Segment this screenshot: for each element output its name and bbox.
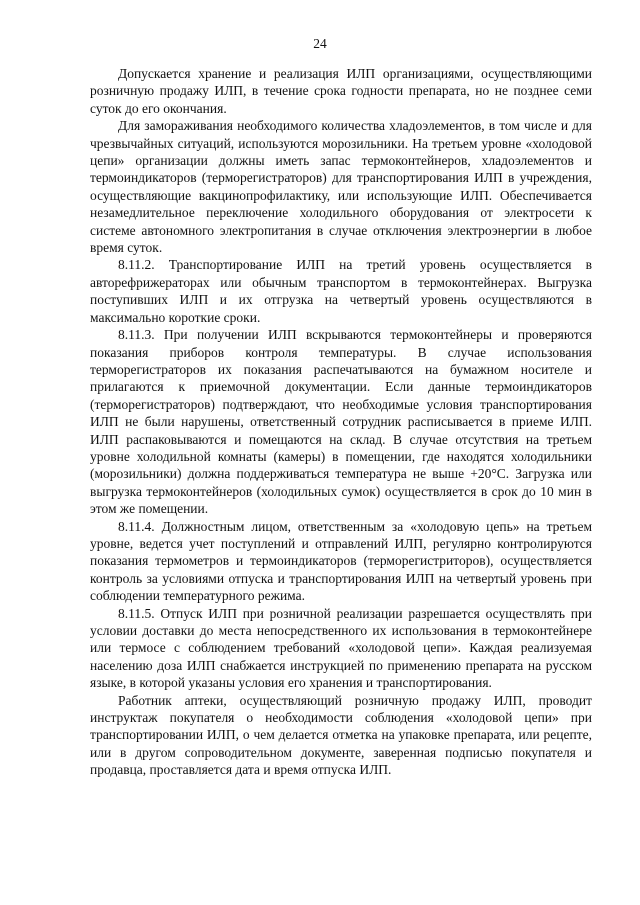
paragraph-8-11-2: 8.11.2. Транспортирование ИЛП на третий уровень осуществляется в авторефрижераторах или обычным транспортом в термоконтейнерах. Выгрузка поступивших ИЛП и их отгрузка на четвертый уровень осуществляются в максимально короткие сроки. — [90, 257, 592, 325]
paragraph-8-11-5: 8.11.5. Отпуск ИЛП при розничной реализации разрешается осуществлять при условии доставки до места непосредственного их использования в термоконтейнере или термосе с соблюдением требований «холодовой цепи». Каждая реализуемая населению доза ИЛП снабжается инструкцией по применению препарата на русском языке, в которой указаны условия его хранения и транспортирования. — [90, 605, 592, 691]
paragraph-pharmacy-worker: Работник аптеки, осуществляющий розничную продажу ИЛП, проводит инструктаж покупателя о необходимости соблюдения «холодовой цепи» при транспортировании ИЛП, о чем делается отметка на упаковке препарата, или рецепте, или в другом сопроводительном документе, заверенная подписью покупателя и продавца, проставляется дата и время отпуска ИЛП. — [90, 692, 592, 778]
paragraph-8-11-4: 8.11.4. Должностным лицом, ответственным за «холодовую цепь» на третьем уровне, ведется учет поступлений и отправлений ИЛП, регулярно контролируются показания термометров и термоиндикаторов (терморегистриторов), осуществляется контроль за условиями отпуска и транспортирования ИЛП на четвертый уровень при соблюдении температурного режима. — [90, 518, 592, 604]
page-number: 24 — [313, 36, 327, 51]
paragraph-8-11-3: 8.11.3. При получении ИЛП вскрываются термоконтейнеры и проверяются показания приборов контроля температуры. В случае использования терморегистраторов их показания распечатываются на бумажном носителе и прилагаются к приемочной документации. Если данные термоиндикаторов (терморегистраторов) подтверждают, что необходимые условия транспортирования ИЛП не были нарушены, ответственный сотрудник расписывается в приеме ИЛП. ИЛП распаковываются и помещаются на склад. В случае отсутствия на третьем уровне холодильной комнаты (камеры) в помещении, где находятся холодильники (морозильники) должна поддерживаться температура не выше +20°С. Загрузка или выгрузка термоконтейнеров (холодильных сумок) осуществляется в срок до 10 мин в этом же помещении. — [90, 327, 592, 517]
paragraph-storage-retail: Допускается хранение и реализация ИЛП организациями, осуществляющими розничную продажу ИЛП, в течение срока годности препарата, но не позднее семи суток до его окончания. — [90, 66, 592, 116]
paragraph-freezing-coolpacks: Для замораживания необходимого количества хладоэлементов, в том числе и для чрезвычайных ситуаций, используются морозильники. На третьем уровне «холодовой цепи» организации должны иметь запас термоконтейнеров, хладоэлементов и термоиндикаторов (терморегистраторов) для транспортирования ИЛП в учреждения, осуществляющие вакцинопрофилактику, или использующие ИЛП. Обеспечивается незамедлительное переключение холодильного оборудования от электросети к системе автономного электропитания в случае отключения электроэнергии в любое время суток. — [90, 118, 592, 256]
document-body — [90, 65, 592, 779]
